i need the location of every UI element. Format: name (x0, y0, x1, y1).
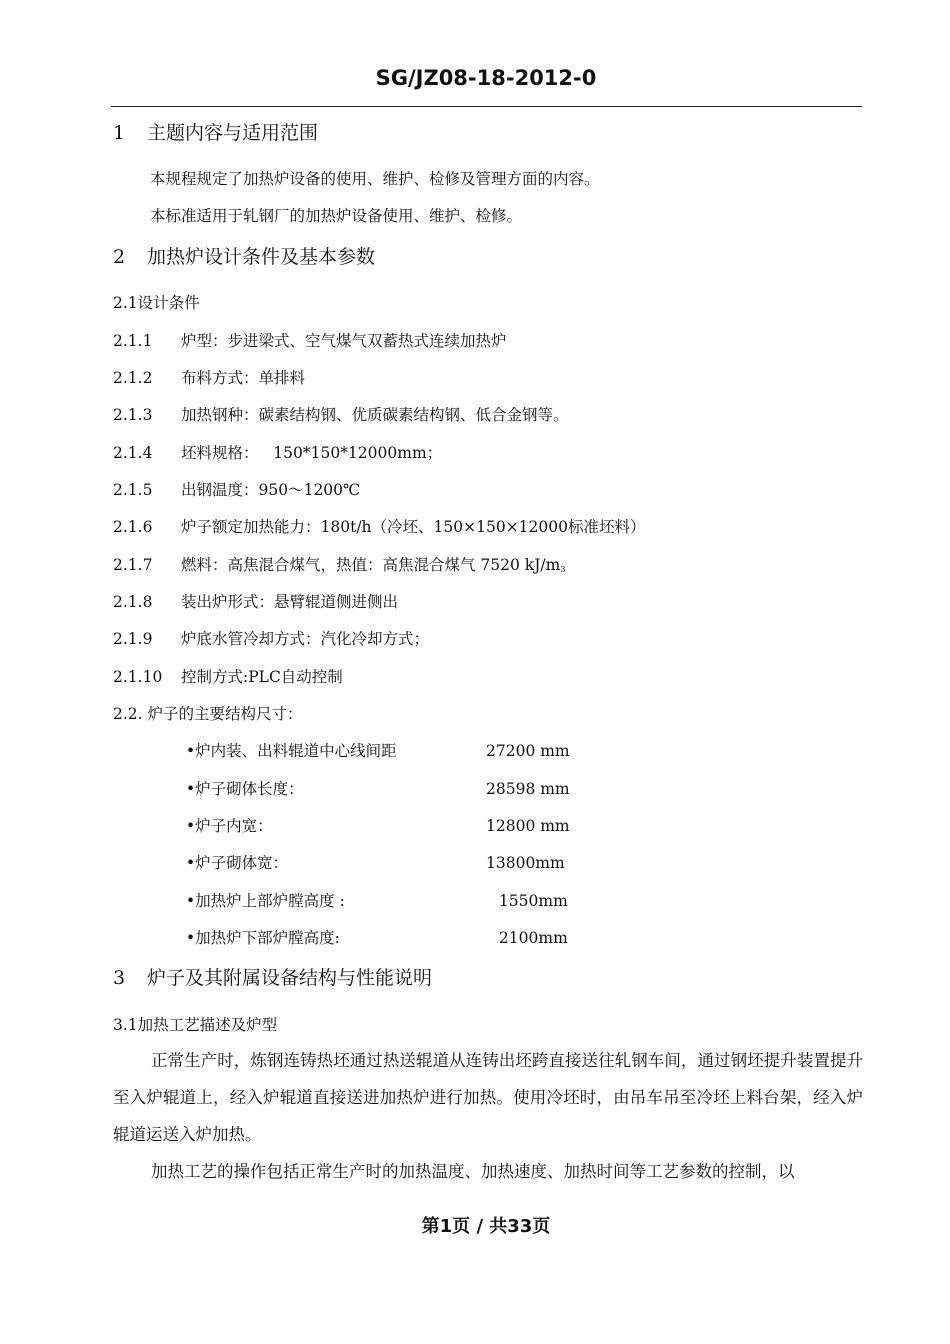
section-3-heading (113, 963, 432, 990)
dimension-row (186, 739, 570, 761)
item-number: 2.1.6 (113, 518, 153, 536)
subsection-heading: 2.2. 炉子的主要结构尺寸： (113, 705, 303, 723)
header-rule (111, 106, 862, 107)
dimension-label: •炉子内宽： (186, 817, 273, 835)
list-item (113, 665, 343, 687)
dimension-label: •炉内装、出料辊道中心线间距 (186, 742, 397, 760)
dimension-row (186, 777, 570, 799)
section-number: 3 (113, 967, 126, 989)
body-paragraph: 正常生产时，炼钢连铸热坯通过热送辊道从连铸出坯跨直接送往轧钢车间，通过钢坯提升装置提升至入炉辊道上，经入炉辊道直接送进加热炉进行加热。使用冷坯时，由吊车吊至冷坯上料台架，经入炉辊道运送入炉加热。 (113, 1051, 863, 1144)
dimension-label: •炉子砌体长度： (186, 780, 304, 798)
dimension-label: •加热炉上部炉膛高度 : (186, 892, 345, 910)
dimension-value: 2100mm (494, 929, 568, 947)
item-number: 2.1.9 (113, 630, 153, 648)
item-text: 布料方式：单排料 (181, 369, 306, 387)
section-number: 1 (113, 122, 126, 144)
list-item (113, 553, 565, 575)
dimension-row (186, 926, 568, 948)
list-item (113, 478, 360, 500)
section-2-heading (113, 242, 375, 269)
item-text: 燃料：高焦混合煤气，热值：高焦混合煤气 7520 kJ/m (181, 556, 561, 574)
dimension-value: 1550mm (494, 892, 568, 910)
dimension-value: 28598 mm (486, 780, 570, 798)
dimension-row (186, 851, 565, 873)
item-number: 2.1.10 (113, 668, 163, 686)
dimension-row (186, 889, 568, 911)
list-item (113, 329, 507, 351)
item-text: 控制方式:PLC自动控制 (181, 668, 343, 686)
dimension-value: 13800mm (486, 854, 565, 872)
item-number: 2.1.3 (113, 406, 153, 424)
item-number: 2.1.2 (113, 369, 153, 387)
list-item (113, 366, 305, 388)
item-text: 炉型：步进梁式、空气煤气双蓄热式连续加热炉 (181, 332, 507, 350)
item-text: 炉子额定加热能力：180t/h（冷坯、150×150×12000标准坯料） (181, 518, 646, 536)
dimension-value: 27200 mm (486, 742, 570, 760)
item-number: 2.1.4 (113, 444, 153, 462)
item-number: 2.1.5 (113, 481, 153, 499)
item-text: 出钢温度：950～1200℃ (181, 481, 361, 499)
subsection-heading: 3.1加热工艺描述及炉型 (113, 1016, 278, 1034)
section-title: 炉子及其附属设备结构与性能说明 (147, 967, 433, 989)
item-text: 炉底水管冷却方式：汽化冷却方式； (181, 630, 430, 648)
list-item (113, 590, 398, 612)
item-text: 装出炉形式：悬臂辊道侧进侧出 (181, 593, 399, 611)
item-text: 加热钢种：碳素结构钢、优质碳素结构钢、低合金钢等。 (181, 406, 569, 424)
dimension-value: 12800 mm (486, 817, 570, 835)
paragraph: 本规程规定了加热炉设备的使用、维护、检修及管理方面的内容。 (150, 170, 600, 188)
section-title: 加热炉设计条件及基本参数 (147, 246, 376, 268)
body-paragraph: 加热工艺的操作包括正常生产时的加热温度、加热速度、加热时间等工艺参数的控制，以 (151, 1162, 795, 1181)
section-number: 2 (113, 246, 126, 268)
list-item (113, 515, 645, 537)
dimension-row (186, 814, 570, 836)
superscript: 3 (560, 565, 566, 574)
item-number: 2.1.1 (113, 332, 153, 350)
page-number: 第1页 / 共33页 (421, 1216, 551, 1237)
item-number: 2.1.8 (113, 593, 153, 611)
item-number: 2.1.7 (113, 556, 153, 574)
item-text: 坯料规格： 150*150*12000mm； (181, 444, 443, 462)
document-code: SG/JZ08-18-2012-0 (375, 66, 597, 90)
section-1-heading (113, 118, 318, 145)
list-item (113, 441, 442, 463)
list-item (113, 627, 429, 649)
section-title: 主题内容与适用范围 (147, 122, 319, 144)
dimension-label: •炉子砌体宽： (186, 854, 289, 872)
subsection-heading: 2.1设计条件 (113, 294, 200, 312)
paragraph: 本标准适用于轧钢厂的加热炉设备使用、维护、检修。 (150, 207, 523, 225)
dimension-label: •加热炉下部炉膛高度: (186, 929, 340, 947)
list-item (113, 403, 569, 425)
